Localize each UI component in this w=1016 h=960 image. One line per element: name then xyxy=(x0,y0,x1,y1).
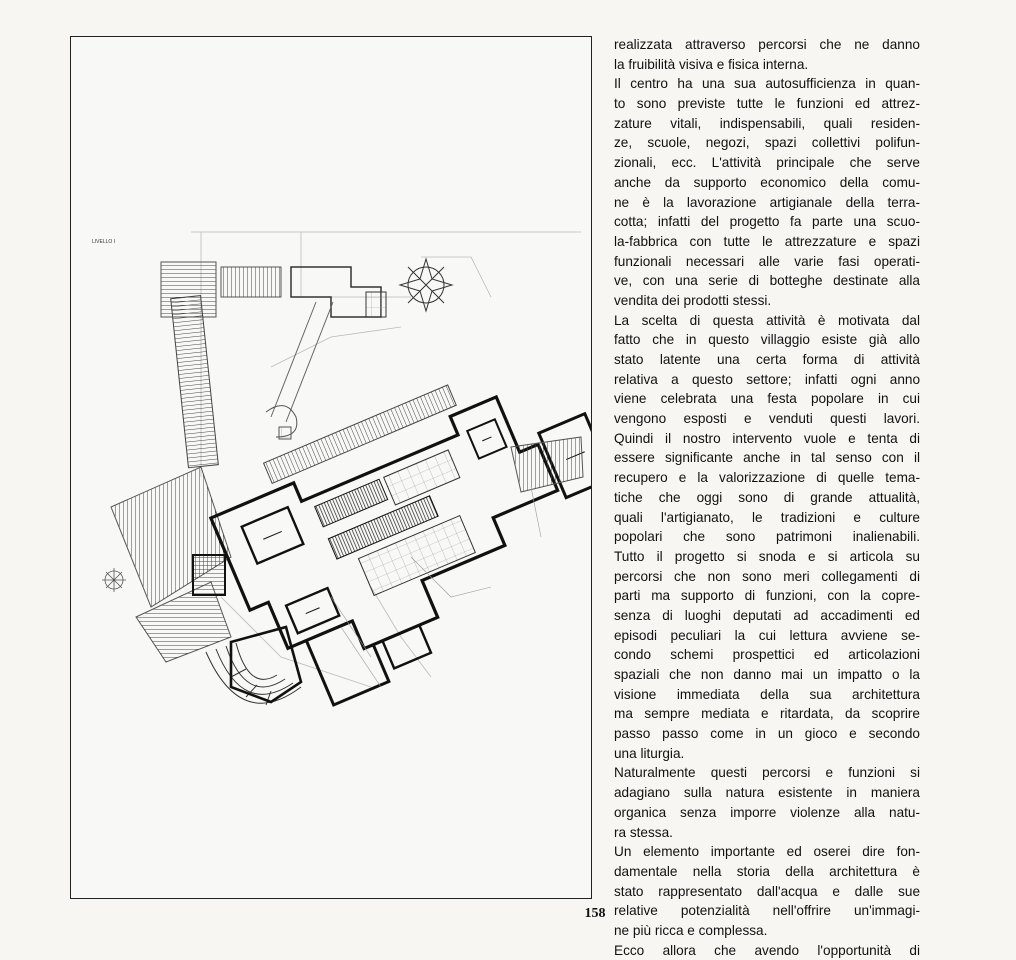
text-line: organica senza imporre violenze alla natu- xyxy=(614,804,920,820)
text-line: percorsi che non sono meri collegamenti di xyxy=(614,568,920,584)
text-line: realizzata attraverso percorsi che ne danno xyxy=(614,37,920,52)
text-line: Il centro ha una sua autosufficienza in quan- xyxy=(614,76,920,92)
text-line: stato latente una certa forma di attività xyxy=(614,352,920,367)
site-plan-drawing xyxy=(71,37,591,898)
text-line: stato rappresentato dall'acqua e dalle sue xyxy=(614,883,920,899)
text-line: Quindi il nostro intervento vuole e tenta di xyxy=(614,430,920,446)
text-line: anche da supporto economico della comu- xyxy=(614,174,920,190)
text-line: viene celebrata una festa popolare in cui xyxy=(614,391,920,407)
text-line: zionali, ecc. L'attività principale che serve xyxy=(614,155,920,171)
text-line: popolari che sono patrimoni inalienabili. xyxy=(614,529,920,545)
text-line: Ecco allora che avendo l'opportunità di xyxy=(614,942,920,958)
figure-frame xyxy=(70,36,592,899)
body-text-column xyxy=(614,35,920,960)
text-line: recupero e la valorizzazione di quelle tema- xyxy=(614,470,920,486)
text-line: senza di luoghi deputati ad accadimenti ed xyxy=(614,607,920,623)
page-number: 158 xyxy=(584,906,606,921)
text-line: essere significante anche in tal senso con il xyxy=(614,450,920,466)
text-line: Tutto il progetto si snoda e si articola su xyxy=(614,548,920,564)
text-line: ma sempre mediata e ritardata, da scoprire xyxy=(614,706,920,722)
text-line: cotta; infatti del progetto fa parte una scuo- xyxy=(614,214,920,230)
text-line: una liturgia. xyxy=(614,745,685,761)
text-line: fatto che in questo villaggio esiste già allo xyxy=(614,332,920,348)
text-line: condo schemi prospettici ed articolazioni xyxy=(614,647,920,663)
text-line: Naturalmente questi percorsi e funzioni si xyxy=(614,765,920,781)
text-line: visione immediata della sua architettura xyxy=(614,686,920,702)
text-line: adagiano sulla natura esistente in maniera xyxy=(614,785,920,801)
plan-caption-label: LIVELLO I xyxy=(92,239,116,245)
text-line: la fruibilità visiva e fisica interna. xyxy=(614,56,809,72)
text-line: ne è la lavorazione artigianale della terra- xyxy=(614,194,920,210)
text-line: spaziali che non danno mai un impatto o la xyxy=(614,667,920,682)
text-line: damentale nella storia della architettura è xyxy=(614,863,920,879)
text-line: relativa a questo settore; infatti ogni anno xyxy=(614,371,920,387)
text-line: relative potenzialità nell'offrire un'immagi- xyxy=(614,903,920,919)
text-line: to sono previste tutte le funzioni ed attrez- xyxy=(614,96,920,112)
text-line: vengono esposti e venduti questi lavori. xyxy=(614,411,920,427)
text-line: La scelta di questa attività è motivata dal xyxy=(614,312,920,328)
text-line: episodi peculiari la cui lettura avviene se- xyxy=(614,627,920,643)
text-line: zature vitali, indispensabili, quali residen- xyxy=(614,115,920,131)
text-line: quali l'artigianato, le tradizioni e culture xyxy=(614,509,920,525)
text-line: ze, scuole, negozi, spazi collettivi polifun- xyxy=(614,135,920,151)
text-line: tiche che oggi sono di grande attualità, xyxy=(614,489,920,505)
text-line: ne più ricca e complessa. xyxy=(614,922,768,938)
text-line: vendita dei prodotti stessi. xyxy=(614,292,772,308)
text-line: Un elemento importante ed oserei dire fon- xyxy=(614,844,920,860)
text-line: funzionali necessari alle varie fasi operati- xyxy=(614,253,920,269)
text-line: ra stessa. xyxy=(614,824,673,840)
text-line: passo passo come in un gioco e secondo xyxy=(614,726,920,742)
text-line: parti ma supporto di funzioni, con la copre- xyxy=(614,588,920,604)
text-line: ve, con una serie di botteghe destinate alla xyxy=(614,273,920,289)
text-line: la-fabbrica con tutte le attrezzature e spazi xyxy=(614,233,920,249)
